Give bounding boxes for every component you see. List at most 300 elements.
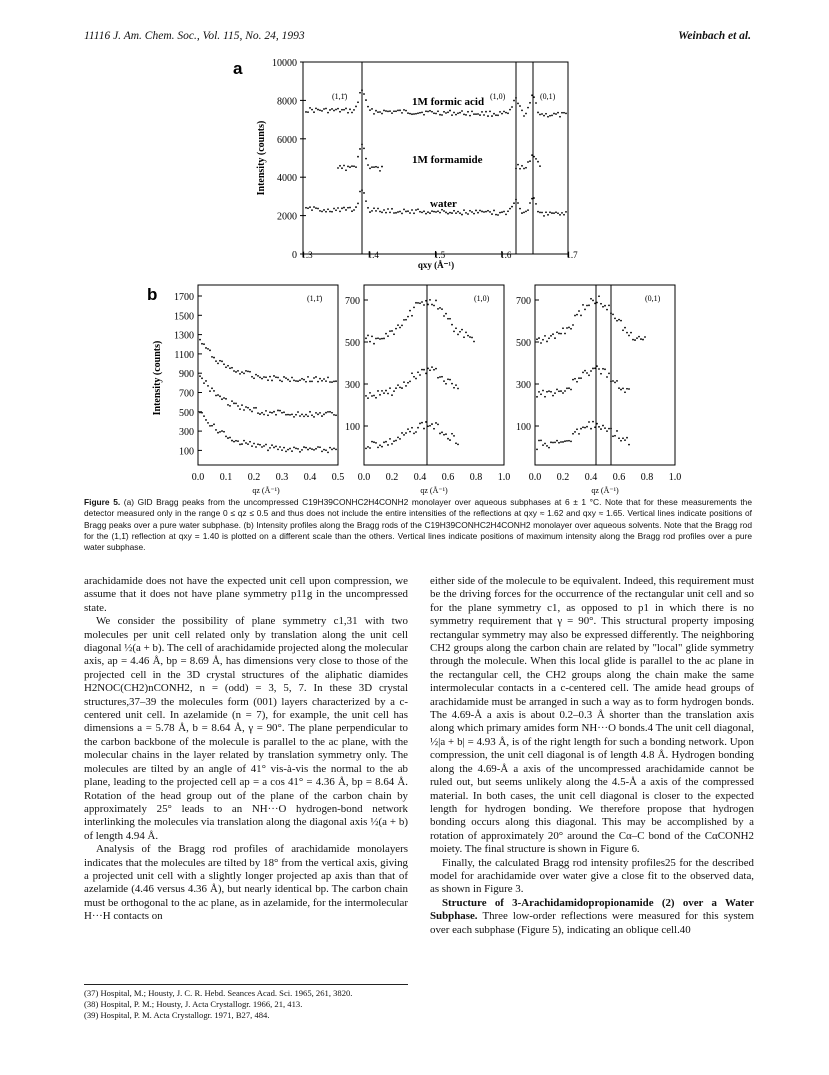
data-point [331, 108, 333, 110]
data-point [245, 370, 247, 372]
data-point [501, 113, 503, 115]
data-point [221, 430, 223, 432]
data-point [505, 213, 507, 215]
data-point [407, 316, 409, 318]
data-point [305, 111, 307, 113]
data-point [387, 208, 389, 210]
data-point [339, 111, 341, 113]
data-point [259, 444, 261, 446]
data-point [205, 380, 207, 382]
data-point [407, 112, 409, 114]
data-point [409, 310, 411, 312]
data-point [327, 208, 329, 210]
data-point [223, 397, 225, 399]
data-point [471, 211, 473, 213]
data-point [263, 414, 265, 416]
data-point [445, 313, 447, 315]
data-point [343, 165, 345, 167]
data-point [588, 374, 590, 376]
data-point [549, 115, 551, 117]
data-point [333, 110, 335, 112]
data-point [453, 210, 455, 212]
data-point [427, 425, 429, 427]
data-point [309, 381, 311, 383]
data-point [536, 338, 538, 340]
panel-b-label: b [147, 285, 158, 304]
data-point [437, 210, 439, 212]
data-point [399, 438, 401, 440]
data-point [608, 428, 610, 430]
data-point [219, 360, 221, 362]
data-point [574, 315, 576, 317]
data-point [207, 348, 209, 350]
data-point [455, 327, 457, 329]
data-point [550, 391, 552, 393]
data-point [417, 112, 419, 114]
data-point [391, 443, 393, 445]
data-point [425, 372, 427, 374]
data-point [600, 303, 602, 305]
data-point [451, 114, 453, 116]
data-point [211, 356, 213, 358]
data-point [359, 191, 361, 193]
data-point [594, 367, 596, 369]
data-point [365, 158, 367, 160]
data-point [255, 374, 257, 376]
data-point [315, 107, 317, 109]
y-tick-label: 300 [345, 380, 360, 391]
data-point [614, 435, 616, 437]
data-point [305, 381, 307, 383]
data-point [576, 428, 578, 430]
data-point [497, 214, 499, 216]
data-point [596, 423, 598, 425]
panel-b-series [199, 295, 646, 453]
x-tick-label: 0.8 [640, 472, 654, 483]
data-point [425, 110, 427, 112]
data-point [413, 306, 415, 308]
data-point [291, 413, 293, 415]
data-point [497, 114, 499, 116]
data-point [333, 380, 335, 382]
data-point [371, 335, 373, 337]
data-point [552, 442, 554, 444]
data-point [608, 372, 610, 374]
data-point [335, 109, 337, 111]
panel-b1-label: (1,1̄) [307, 294, 323, 303]
data-point [239, 373, 241, 375]
data-point [303, 415, 305, 417]
data-point [317, 208, 319, 210]
data-point [387, 335, 389, 337]
data-point [199, 375, 201, 377]
data-point [265, 410, 267, 412]
data-point [570, 328, 572, 330]
data-point [580, 428, 582, 430]
data-point [307, 376, 309, 378]
data-point [229, 405, 231, 407]
data-point [327, 451, 329, 453]
data-point [343, 109, 345, 111]
data-point [293, 416, 295, 418]
data-point [275, 376, 277, 378]
data-point [389, 211, 391, 213]
data-point [335, 380, 337, 382]
data-point [245, 406, 247, 408]
data-point [377, 390, 379, 392]
data-point [319, 210, 321, 212]
data-point [267, 449, 269, 451]
data-point [572, 433, 574, 435]
x-tick-label: 1.3 [301, 250, 313, 260]
data-point [293, 379, 295, 381]
running-header-authors: Weinbach et al. [678, 30, 751, 42]
data-point [441, 431, 443, 433]
data-point [319, 109, 321, 111]
y-tick-label: 1500 [174, 311, 194, 323]
data-point [401, 432, 403, 434]
data-point [572, 379, 574, 381]
data-point [229, 367, 231, 369]
data-point [309, 411, 311, 413]
data-point [199, 412, 201, 414]
data-point [373, 441, 375, 443]
data-point [367, 164, 369, 166]
data-point [489, 211, 491, 213]
data-point [273, 411, 275, 413]
data-point [565, 211, 567, 213]
data-point [542, 390, 544, 392]
data-point [313, 206, 315, 208]
data-point [321, 110, 323, 112]
data-point [311, 380, 313, 382]
data-point [393, 110, 395, 112]
data-point [371, 210, 373, 212]
data-point [205, 419, 207, 421]
data-point [249, 441, 251, 443]
panel-b3-label: (0,1) [645, 294, 661, 303]
data-point [443, 210, 445, 212]
data-point [574, 378, 576, 380]
data-point [411, 372, 413, 374]
references [84, 988, 408, 1021]
data-point [315, 412, 317, 414]
data-point [355, 206, 357, 208]
data-point [566, 327, 568, 329]
data-point [289, 448, 291, 450]
data-point [401, 112, 403, 114]
data-point [233, 402, 235, 404]
data-point [329, 447, 331, 449]
data-point [337, 167, 339, 169]
data-point [227, 365, 229, 367]
data-point [449, 439, 451, 441]
data-point [473, 341, 475, 343]
data-point [251, 445, 253, 447]
data-point [215, 360, 217, 362]
data-point [367, 207, 369, 209]
panel-a-x-ticks [301, 250, 578, 260]
data-point [543, 215, 545, 217]
data-point [271, 444, 273, 446]
data-point [586, 372, 588, 374]
data-point [251, 376, 253, 378]
data-point [568, 387, 570, 389]
data-point [427, 211, 429, 213]
data-point [590, 370, 592, 372]
data-point [365, 200, 367, 202]
data-point [393, 440, 395, 442]
data-point [487, 210, 489, 212]
data-point [347, 207, 349, 209]
data-point [351, 210, 353, 212]
data-point [385, 441, 387, 443]
data-point [616, 380, 618, 382]
data-point [552, 395, 554, 397]
data-point [327, 112, 329, 114]
data-point [349, 166, 351, 168]
data-point [239, 408, 241, 410]
data-point [612, 435, 614, 437]
data-point [590, 298, 592, 300]
panel-a-label: a [233, 59, 243, 78]
data-point [247, 407, 249, 409]
data-point [495, 114, 497, 116]
data-point [313, 111, 315, 113]
data-point [427, 304, 429, 306]
x-tick-label: 0.4 [413, 472, 427, 483]
data-point [289, 414, 291, 416]
data-point [343, 207, 345, 209]
data-point [439, 433, 441, 435]
data-point [561, 112, 563, 114]
data-point [335, 209, 337, 211]
data-point [540, 342, 542, 344]
data-point [335, 448, 337, 450]
data-point [409, 431, 411, 433]
section-heading: Structure of 3-Arachidamidopropionamide (2) over a Water Subphase. [430, 896, 754, 923]
data-point [311, 209, 313, 211]
data-point [391, 208, 393, 210]
data-point [393, 212, 395, 214]
data-point [437, 110, 439, 112]
data-point [634, 339, 636, 341]
data-point [551, 212, 553, 214]
data-point [323, 413, 325, 415]
data-point [299, 415, 301, 417]
data-point [425, 300, 427, 302]
data-point [411, 113, 413, 115]
data-point [542, 444, 544, 446]
data-point [568, 440, 570, 442]
data-point [237, 370, 239, 372]
data-point [253, 443, 255, 445]
data-point [457, 211, 459, 213]
data-point [407, 428, 409, 430]
data-point [359, 92, 361, 94]
y-tick-label: 1300 [174, 330, 194, 342]
data-point [451, 383, 453, 385]
data-point [203, 382, 205, 384]
data-point [403, 434, 405, 436]
y-tick-label: 900 [179, 369, 194, 381]
y-tick-label: 700 [345, 296, 360, 307]
data-point [562, 327, 564, 329]
data-point [369, 447, 371, 449]
data-point [313, 377, 315, 379]
data-point [413, 212, 415, 214]
data-point [247, 370, 249, 372]
data-point [622, 437, 624, 439]
data-point [463, 209, 465, 211]
data-point [413, 376, 415, 378]
paragraph: arachidamide does not have the expected unit cell upon compression, we assume that it does not have plane symmetry p11g in the uncompressed state. [84, 575, 408, 614]
data-point [517, 202, 519, 204]
data-point [225, 398, 227, 400]
footnote-rule [84, 984, 408, 985]
y-tick-label: 100 [179, 446, 194, 458]
data-point [566, 440, 568, 442]
data-point [351, 112, 353, 114]
panel-b1-xlabel: qz (Å⁻¹) [252, 486, 280, 495]
data-point [353, 165, 355, 167]
data-point [608, 304, 610, 306]
data-point [586, 426, 588, 428]
data-point [371, 166, 373, 168]
data-point [523, 115, 525, 117]
data-point [558, 442, 560, 444]
data-point [477, 212, 479, 214]
data-point [473, 213, 475, 215]
data-point [519, 105, 521, 107]
paragraph: either side of the molecule to be equivalent. Indeed, this requirement must be the driving forces for the occurrence of the rectangular unit cell and so for the plane symmetry c1, as opposed to p1 in which there is no symmetry requirement that γ = 90°. This structural property imposing rectangular symmetry may also be expressed differently. The neighboring CH2 groups along the carbon chain are related by "local" glide symmetry through the molecule. When this local glide is parallel to the ac plane in the rectangular cell, the CH2 groups along the chain make the same intermolecular contacts in a c-centered cell. The amide head groups of arachidamide must be arranged in such a way as to form hydrogen bonds. The 4.69-Å a axis is about 0.2–0.3 Å shorter than the translation axis along which primary amides form NH···O bonds.4 The unit cell diagonal, ½|a + b| = 4.93 Å, is of the right length for such a bonding network. Upon compression, the unit cell diagonal is of length 4.8 Å. Hydrogen bonding along the 4.69-Å a axis of the uncompressed arachidamide cannot be ruled out, but seems unlikely along the 4.5-Å a axis of the compressed material. In both cases, the unit cell diagonal is closer to the expected length for hydrogen bonding. We therefore propose that hydrogen bonding occurs along this diagonal. This may be accomplished by a rotation of approximately 20° around the Cα–C bond of the CαCONH2 moiety. The final structure is shown in Figure 6. [430, 575, 754, 856]
data-point [449, 379, 451, 381]
data-point [584, 309, 586, 311]
data-point [417, 208, 419, 210]
data-point [409, 113, 411, 115]
data-point [415, 113, 417, 115]
data-point [429, 110, 431, 112]
data-point [624, 439, 626, 441]
data-point [319, 446, 321, 448]
data-point [383, 441, 385, 443]
data-point [556, 331, 558, 333]
panel-a-ylabel: Intensity (counts) [256, 120, 267, 196]
data-point [560, 441, 562, 443]
data-point [525, 167, 527, 169]
data-point [519, 168, 521, 170]
data-point [549, 211, 551, 213]
data-point [317, 413, 319, 415]
data-point [411, 427, 413, 429]
data-point [307, 207, 309, 209]
data-point [553, 212, 555, 214]
data-point [273, 375, 275, 377]
data-point [287, 414, 289, 416]
data-point [602, 368, 604, 370]
data-point [397, 324, 399, 326]
x-tick-label: 1.6 [500, 250, 512, 260]
x-tick-label: 1.5 [433, 250, 446, 260]
data-point [223, 431, 225, 433]
data-point [542, 339, 544, 341]
data-point [521, 212, 523, 214]
data-point [375, 166, 377, 168]
data-point [527, 161, 529, 163]
data-point [213, 423, 215, 425]
data-point [558, 333, 560, 335]
data-point [553, 113, 555, 115]
data-point [269, 447, 271, 449]
data-point [552, 333, 554, 335]
data-point [535, 158, 537, 160]
data-point [379, 111, 381, 113]
data-point [529, 202, 531, 204]
data-point [628, 444, 630, 446]
data-point [471, 337, 473, 339]
data-point [451, 433, 453, 435]
y-tick-label: 500 [179, 407, 194, 419]
x-tick-label: 1.7 [566, 250, 578, 260]
data-point [467, 335, 469, 337]
data-point [211, 387, 213, 389]
data-point [449, 110, 451, 112]
data-point [546, 445, 548, 447]
data-point [513, 100, 515, 102]
data-point [379, 170, 381, 172]
data-point [624, 391, 626, 393]
data-point [241, 443, 243, 445]
data-point [269, 376, 271, 378]
data-point [511, 206, 513, 208]
data-point [225, 435, 227, 437]
data-point [225, 366, 227, 368]
data-point [331, 449, 333, 451]
data-point [479, 114, 481, 116]
data-point [602, 425, 604, 427]
data-point [540, 393, 542, 395]
data-point [485, 211, 487, 213]
data-point [628, 335, 630, 337]
data-point [563, 214, 565, 216]
data-point [618, 437, 620, 439]
data-point [624, 327, 626, 329]
data-point [560, 333, 562, 335]
data-point [467, 213, 469, 215]
data-point [578, 377, 580, 379]
data-point [381, 446, 383, 448]
data-point [559, 116, 561, 118]
data-point [219, 395, 221, 397]
data-point [253, 407, 255, 409]
data-point [435, 422, 437, 424]
data-point [409, 212, 411, 214]
x-tick-label: 0.6 [612, 472, 626, 483]
data-point [277, 410, 279, 412]
data-point [353, 109, 355, 111]
data-point [457, 388, 459, 390]
data-point [445, 112, 447, 114]
data-point [231, 367, 233, 369]
data-point [369, 167, 371, 169]
data-point [421, 301, 423, 303]
data-point [560, 390, 562, 392]
data-point [337, 108, 339, 110]
data-point [463, 336, 465, 338]
data-point [339, 210, 341, 212]
data-point [281, 449, 283, 451]
data-point [277, 377, 279, 379]
